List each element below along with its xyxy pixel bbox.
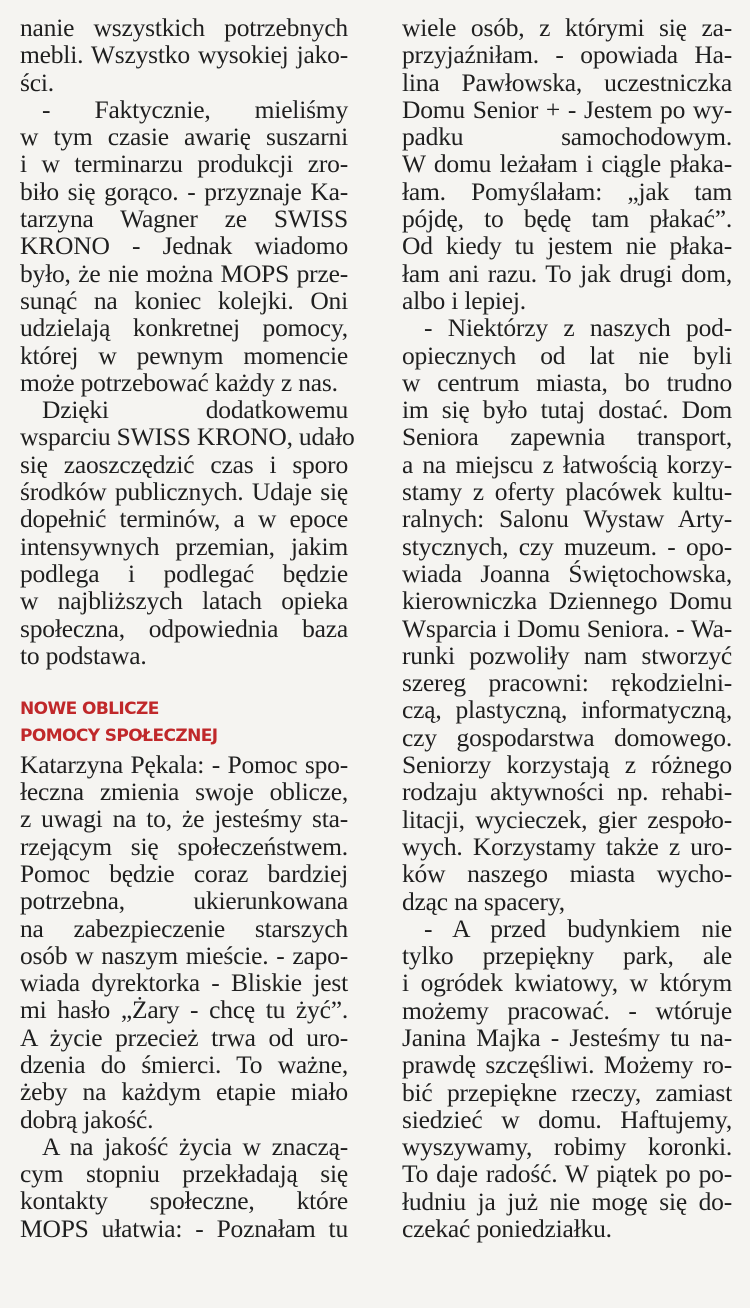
text-line: czekać poniedziałku. xyxy=(402,1214,612,1244)
text-line: wiele osób, z którymi się za- xyxy=(402,13,732,42)
text-line: MOPS ułatwia: - Poznałam tu xyxy=(20,1213,348,1243)
text-line: kontakty społeczne, które xyxy=(20,1186,348,1216)
text-line: z uwagi na to, że jesteśmy sta- xyxy=(20,804,348,834)
text-line: KRONO - Jednak wiadomo xyxy=(20,231,348,261)
text-line: - Faktycznie, mieliśmy xyxy=(42,94,348,124)
text-line: ków naszego miasta wycho- xyxy=(402,859,732,889)
text-line: wiada dyrektorka - Bliskie jest xyxy=(20,968,348,998)
paragraph xyxy=(402,915,732,1243)
text-line: wyszywamy, robimy koronki. xyxy=(402,1132,732,1162)
text-line: - Niektórzy z naszych pod- xyxy=(424,313,732,343)
text-line: rzejącym się społeczeństwem. xyxy=(20,831,348,861)
text-line: albo i lepiej. xyxy=(402,285,526,315)
text-line: czy gospodarstwa domowego. xyxy=(402,722,732,752)
text-line: runki pozwoliły nam stworzyć xyxy=(402,640,732,670)
text-line: wsparciu SWISS KRONO, udało xyxy=(20,422,355,452)
text-line: Pomoc będzie coraz bardziej xyxy=(20,858,348,888)
text-line: i ogródek kwiatowy, w którym xyxy=(402,968,732,998)
text-line: nanie wszystkich potrzebnych xyxy=(20,13,348,42)
text-line: społeczna, odpowiednia baza xyxy=(20,613,348,643)
text-line: im się było tutaj dostać. Dom xyxy=(402,395,732,425)
paragraph xyxy=(20,96,348,396)
text-line: bić przepiękne rzeczy, zamiast xyxy=(402,1077,732,1107)
paragraph xyxy=(20,14,348,96)
text-line: opiecznych od lat nie byli xyxy=(402,340,732,370)
text-line: pójdę, to będę tam płakać”. xyxy=(402,204,732,234)
text-line: Dzięki dodatkowemu xyxy=(42,395,348,425)
text-line: Domu Senior + - Jestem po wy- xyxy=(402,94,732,124)
text-line: lina Pawłowska, uczestniczka xyxy=(402,67,732,97)
text-line: litacji, wycieczek, gier zespoło- xyxy=(402,804,732,834)
text-line: łam. Pomyślałam: „jak tam xyxy=(402,176,732,206)
spacer xyxy=(20,669,348,696)
text-line: osób w naszym mieście. - zapo- xyxy=(20,940,348,970)
text-line: stycznych, czy muzeum. - opo- xyxy=(402,531,732,561)
text-line: której w pewnym momencie xyxy=(20,340,348,370)
text-line: czą, plastyczną, informatyczną, xyxy=(402,695,732,725)
text-line: cym stopniu przekładają się xyxy=(20,1159,348,1189)
text-line: Od kiedy tu jestem nie płaka- xyxy=(402,231,732,261)
text-line: łeczna zmienia swoje oblicze, xyxy=(20,777,348,807)
paragraph xyxy=(402,14,732,314)
text-line: na zabezpieczenie starszych xyxy=(20,913,348,943)
text-line: biło się gorąco. - przyznaje Ka- xyxy=(20,176,348,206)
text-line: może potrzebować każdy z nas. xyxy=(20,367,338,397)
text-line: dzenia do śmierci. To ważne, xyxy=(20,1049,348,1079)
text-line: możemy pracować. - wtóruje xyxy=(402,995,732,1025)
paragraph xyxy=(20,751,348,1133)
text-line: przyjaźniłam. - opowiada Ha- xyxy=(402,40,732,70)
text-line: łudniu ja już nie mogę się do- xyxy=(402,1186,732,1216)
text-line: było, że nie można MOPS prze- xyxy=(20,258,348,288)
text-line: ści. xyxy=(20,67,54,97)
text-line: w najbliższych latach opieka xyxy=(20,586,348,616)
text-line: udzielają konkretnej pomocy, xyxy=(20,313,348,343)
text-line: potrzebna, ukierunkowana xyxy=(20,886,348,916)
text-line: ralnych: Salonu Wystaw Arty- xyxy=(402,504,732,534)
text-line: prawdę szczęśliwi. Możemy ro- xyxy=(402,1050,732,1080)
text-line: siedzieć w domu. Haftujemy, xyxy=(402,1104,732,1134)
heading-line: NOWE OBLICZE xyxy=(20,699,159,720)
text-line: - A przed budynkiem nie xyxy=(424,913,732,943)
text-line: łam ani razu. To jak drugi dom, xyxy=(402,258,732,288)
text-line: środków publicznych. Udaje się xyxy=(20,477,348,507)
text-line: Katarzyna Pękala: - Pomoc spo- xyxy=(20,749,348,779)
text-line: intensywnych przemian, jakim xyxy=(20,531,348,561)
text-line: rodzaju aktywności np. rehabi- xyxy=(402,777,732,807)
text-line: w centrum miasta, bo trudno xyxy=(402,367,732,397)
heading-line: POMOCY SPOŁECZNEJ xyxy=(20,726,218,747)
text-line: wych. Korzystamy także z uro- xyxy=(402,831,732,861)
text-line: stamy z oferty placówek kultu- xyxy=(402,477,732,507)
text-line: Seniorzy korzystają z różnego xyxy=(402,750,732,780)
section-heading xyxy=(20,696,348,751)
text-line: W domu leżałam i ciągle płaka- xyxy=(402,149,732,179)
text-line: Seniora zapewnia transport, xyxy=(402,422,732,452)
text-line: się zaoszczędzić czas i sporo xyxy=(20,449,348,479)
text-line: wiada Joanna Świętochowska, xyxy=(402,558,732,588)
right-column xyxy=(402,14,732,1242)
text-line: i w terminarzu produkcji zro- xyxy=(20,149,348,179)
text-line: dopełnić terminów, a w epoce xyxy=(20,504,348,534)
text-line: Wsparcia i Domu Seniora. - Wa- xyxy=(402,613,732,643)
text-line: podlega i podlegać będzie xyxy=(20,558,348,588)
text-line: dobrą jakość. xyxy=(20,1104,154,1134)
text-line: w tym czasie awarię suszarni xyxy=(20,122,348,152)
text-line: kierowniczka Dziennego Domu xyxy=(402,586,732,616)
text-line: tylko przepiękny park, ale xyxy=(402,941,732,971)
text-line: Janina Majka - Jesteśmy tu na- xyxy=(402,1022,732,1052)
left-column xyxy=(20,13,355,1243)
text-line: A na jakość życia w znaczą- xyxy=(42,1131,348,1161)
paragraph xyxy=(20,395,355,670)
text-line: szereg pracowni: rękodzielni- xyxy=(402,668,732,698)
text-line: padku samochodowym. xyxy=(402,122,732,152)
text-line: żeby na każdym etapie miało xyxy=(20,1077,348,1107)
text-line: mebli. Wszystko wysokiej jako- xyxy=(20,40,348,70)
text-line: sunąć na koniec kolejki. Oni xyxy=(20,285,348,315)
text-line: a na miejscu z łatwością korzy- xyxy=(402,449,732,479)
paragraph xyxy=(402,314,732,915)
text-line: tarzyna Wagner ze SWISS xyxy=(20,204,348,234)
text-line: dząc na spacery, xyxy=(402,886,565,916)
text-line: to podstawa. xyxy=(20,640,147,670)
text-line: mi hasło „Żary - chcę tu żyć”. xyxy=(20,995,348,1025)
paragraph xyxy=(20,1133,348,1242)
text-line: To daje radość. W piątek po po- xyxy=(402,1159,732,1189)
text-line: A życie przecież trwa od uro- xyxy=(20,1022,348,1052)
